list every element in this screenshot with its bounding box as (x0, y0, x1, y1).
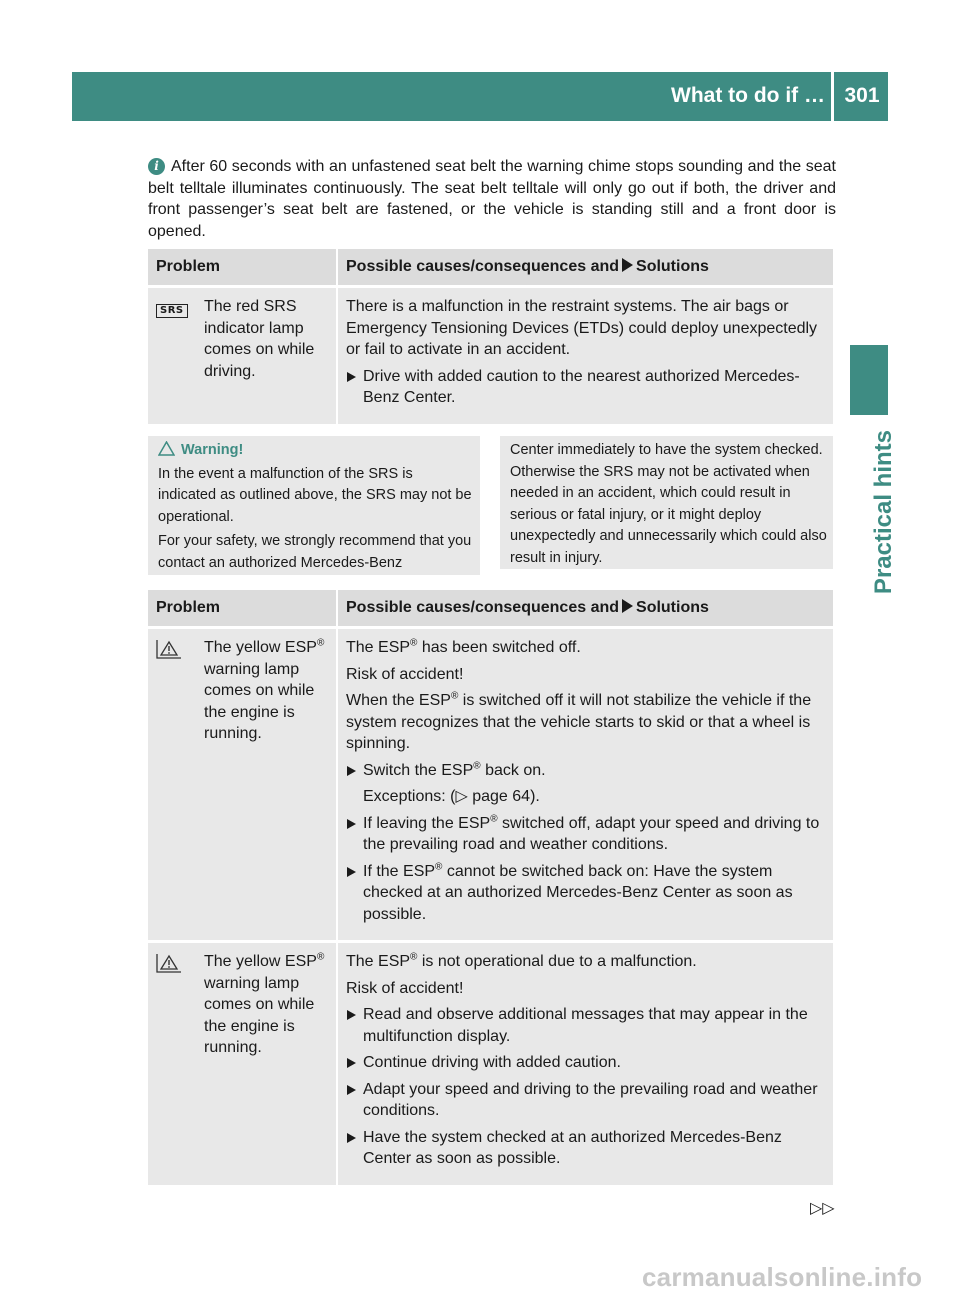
problem-text-part: The yellow ESP (204, 639, 317, 656)
col-causes (337, 590, 833, 628)
warning-box-continued (500, 436, 833, 569)
text-part: The ESP (346, 639, 411, 656)
registered-mark: ® (316, 951, 325, 963)
text-part: has been switched off. (421, 639, 581, 656)
section-tab-label: Practical hints (870, 430, 897, 595)
solution-step: Continue driving with added caution. (346, 1052, 825, 1074)
cause-text (346, 951, 825, 973)
warning-title-text: Warning! (181, 442, 244, 458)
srs-warning-icon: SRS (156, 304, 188, 318)
solution-step (346, 861, 825, 926)
cause-text (346, 637, 825, 659)
solutions-arrow-icon (622, 599, 633, 613)
table-row (148, 942, 833, 1185)
solution-step (346, 760, 825, 782)
col-causes (337, 249, 833, 287)
warning-box (148, 436, 480, 575)
info-note-text: After 60 seconds with an unfastened seat belt the warning chime stops sounding and the seat belt telltale illuminates continuously. The seat belt telltale will only go out if both, the driver and front passenger’s seat belt are fastened, or the vehicle is standing still and a front door is opened. (148, 158, 836, 240)
col-problem: Problem (148, 249, 337, 287)
text-part: switched off, adapt your speed and driving to the prevailing road and weather conditions. (363, 814, 820, 853)
text-part: back on. (485, 761, 546, 779)
problem-text-part: warning lamp comes on while the engine is running. (204, 660, 315, 742)
solution-step: Have the system checked at an authorized Mercedes-Benz Center as soon as possible. (346, 1127, 825, 1170)
problem-text (204, 637, 328, 745)
col-problem: Problem (148, 590, 337, 628)
info-note (148, 156, 836, 242)
solution-cell (337, 942, 833, 1185)
solution-cell (337, 628, 833, 942)
srs-problem-table (148, 249, 833, 424)
watermark: carmanualsonline.info (642, 1262, 923, 1292)
problem-cell (148, 628, 337, 942)
problem-text-part: warning lamp comes on while the engine is running. (204, 974, 315, 1056)
text-part: When the ESP (346, 692, 451, 709)
table-row (148, 287, 833, 424)
text-part: is not operational due to a malfunction. (421, 953, 697, 970)
registered-mark: ® (473, 760, 481, 772)
registered-mark: ® (410, 951, 418, 963)
registered-mark: ® (410, 637, 418, 649)
risk-text: Risk of accident! (346, 979, 464, 997)
risk-text: Risk of accident! (346, 665, 464, 683)
col-causes-label: Possible causes/consequences and (346, 599, 620, 617)
warning-paragraph: Center immediately to have the system checked. Otherwise the SRS may not be activated when needed in an accident, which could result in serious or fatal injury, or it might deploy unexpectedly and unnecessarily which could also result in injury. (510, 442, 827, 566)
section-tab-marker (850, 345, 888, 415)
registered-mark: ® (435, 861, 443, 873)
page-number: 301 (844, 84, 880, 107)
continued-arrows: ▷▷ (810, 1200, 835, 1217)
page-title: What to do if … (671, 84, 825, 107)
esp-warning-icon (156, 953, 182, 973)
text-part: cannot be switched back on: Have the system checked at an authorized Mercedes-Benz Center as soon as possible. (363, 862, 793, 923)
text-part: If leaving the ESP (363, 814, 491, 832)
solution-step (346, 813, 825, 856)
problem-text-part: The yellow ESP (204, 953, 317, 970)
esp-warning-icon (156, 639, 182, 659)
cause-text (346, 690, 825, 755)
header-divider (831, 72, 834, 121)
registered-mark: ® (450, 690, 459, 702)
solutions-arrow-icon (622, 258, 633, 272)
col-solutions-label: Solutions (636, 258, 709, 276)
registered-mark: ® (316, 637, 325, 649)
problem-text (204, 951, 328, 1059)
warning-paragraph: For your safety, we strongly recommend that you contact an authorized Mercedes-Benz (158, 533, 472, 571)
solution-step: Adapt your speed and driving to the prevailing road and weather conditions. (346, 1079, 825, 1122)
cause-text: There is a malfunction in the restraint systems. The air bags or Emergency Tensioning Devices (ETDs) could deploy unexpectedly or fail to activate in an accident. (346, 298, 818, 358)
problem-text: The red SRS indicator lamp comes on while driving. (204, 298, 315, 380)
warning-title (158, 440, 474, 462)
esp-problem-table (148, 590, 833, 1185)
col-solutions-label: Solutions (636, 599, 709, 617)
text-part: is switched off it will not stabilize the vehicle if the system recognizes that the vehicle starts to skid or that a wheel is spinning. (346, 692, 812, 752)
registered-mark: ® (490, 813, 498, 825)
text-part: Switch the ESP (363, 761, 474, 779)
info-icon: i (148, 158, 165, 175)
table-row (148, 628, 833, 942)
problem-cell (148, 287, 337, 424)
page-reference: Exceptions: (▷ page 64). (363, 788, 540, 805)
warning-triangle-icon (158, 441, 175, 456)
text-part: If the ESP (363, 862, 436, 880)
col-causes-label: Possible causes/consequences and (346, 258, 620, 276)
warning-paragraph: In the event a malfunction of the SRS is indicated as outlined above, the SRS may not be operational. (158, 465, 472, 525)
solution-step: Drive with added caution to the nearest authorized Mercedes-Benz Center. (346, 366, 825, 409)
solution-step: Read and observe additional messages that may appear in the multifunction display. (346, 1004, 825, 1047)
problem-cell (148, 942, 337, 1185)
solution-cell (337, 287, 833, 424)
text-part: The ESP (346, 953, 411, 970)
